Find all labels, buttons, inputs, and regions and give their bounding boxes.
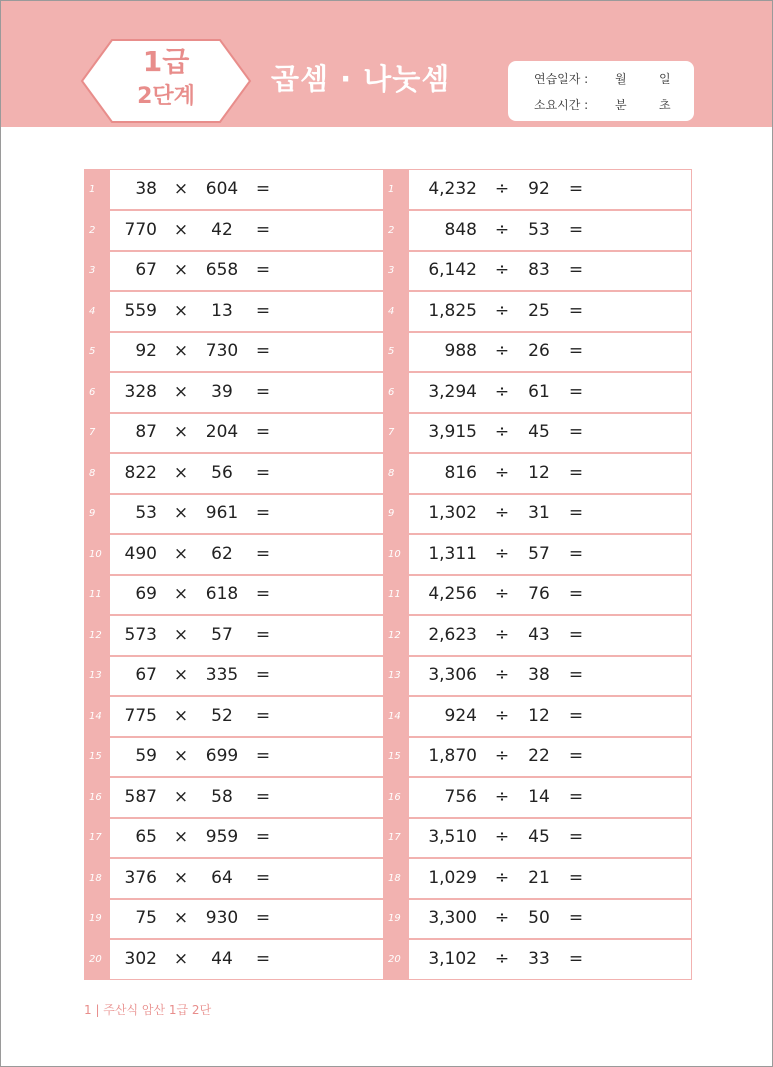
problem-row [85, 211, 691, 252]
problem-row [85, 818, 691, 859]
problem-row [85, 616, 691, 657]
problem-number: 13 [384, 656, 409, 695]
second-unit: 초 [659, 98, 671, 112]
multiplicand: 67 [135, 260, 157, 280]
times-operator: × [173, 867, 189, 888]
times-operator: × [173, 786, 189, 807]
divisor: 12 [528, 462, 550, 483]
problem-number: 11 [384, 575, 409, 614]
dividend: 3,294 [428, 381, 477, 402]
problem-number: 14 [85, 697, 110, 736]
level-main: 1급 [142, 45, 190, 78]
multiplier: 57 [211, 624, 233, 645]
divisor: 61 [528, 381, 550, 402]
multiplier: 64 [211, 867, 233, 888]
equals-sign: = [568, 705, 584, 726]
problem-number: 7 [85, 413, 110, 452]
problem-row [85, 899, 691, 940]
divide-operator: ÷ [494, 665, 510, 685]
dividend: 1,302 [428, 503, 477, 523]
dividend: 756 [444, 786, 477, 807]
month-unit: 월 [615, 72, 627, 86]
divide-operator: ÷ [494, 422, 510, 442]
problem-number: 11 [85, 575, 110, 614]
problem-row [85, 778, 691, 819]
equals-sign: = [568, 584, 584, 604]
elapsed-time-row [508, 92, 694, 114]
problem-row [85, 859, 691, 900]
equals-sign: = [255, 665, 271, 685]
problem-number: 12 [85, 616, 110, 655]
divisor: 45 [528, 422, 550, 442]
equals-sign: = [255, 543, 271, 564]
equals-sign: = [255, 746, 271, 766]
divide-operator: ÷ [494, 584, 510, 604]
page-footer: 1 | 주산식 암산 1급 2단 [84, 1003, 212, 1017]
practice-date-label: 연습일자 : [534, 72, 589, 86]
equals-sign: = [568, 746, 584, 766]
problem-row [85, 535, 691, 576]
times-operator: × [173, 665, 189, 685]
multiplier: 959 [205, 827, 239, 847]
equals-sign: = [255, 867, 271, 888]
equals-sign: = [255, 260, 271, 280]
problem-row [85, 494, 691, 535]
multiplier: 62 [211, 543, 233, 564]
problem-row [85, 170, 691, 211]
dividend: 4,256 [428, 584, 477, 604]
practice-date-row [508, 66, 694, 88]
multiplier: 730 [205, 341, 239, 361]
multiplicand: 67 [135, 665, 157, 685]
problem-number: 19 [85, 899, 110, 938]
problem-row [85, 737, 691, 778]
equals-sign: = [568, 462, 584, 483]
multiplicand: 65 [135, 827, 157, 847]
divide-operator: ÷ [494, 908, 510, 928]
problem-row [85, 292, 691, 333]
problem-row [85, 373, 691, 414]
dividend: 988 [444, 341, 477, 361]
equals-sign: = [255, 948, 271, 969]
equals-sign: = [568, 260, 584, 280]
dividend: 816 [444, 462, 477, 483]
equals-sign: = [255, 422, 271, 442]
problem-number: 3 [384, 251, 409, 290]
problem-number: 12 [384, 616, 409, 655]
multiplier: 44 [211, 948, 233, 969]
problem-number: 10 [384, 535, 409, 574]
problem-number: 18 [85, 859, 110, 898]
equals-sign: = [568, 422, 584, 442]
equals-sign: = [568, 503, 584, 523]
equals-sign: = [255, 341, 271, 361]
equals-sign: = [255, 179, 271, 199]
divisor: 38 [528, 665, 550, 685]
multiplier: 930 [205, 908, 239, 928]
problem-number: 9 [85, 494, 110, 533]
problem-number: 18 [384, 859, 409, 898]
dividend: 3,915 [428, 422, 477, 442]
problem-row [85, 697, 691, 738]
dividend: 6,142 [428, 260, 477, 280]
multiplicand: 490 [124, 543, 157, 564]
problem-number: 13 [85, 656, 110, 695]
problem-number: 2 [384, 211, 409, 250]
equals-sign: = [568, 543, 584, 564]
multiplicand: 770 [124, 219, 157, 240]
equals-sign: = [568, 341, 584, 361]
day-unit: 일 [659, 72, 671, 86]
problem-number: 15 [384, 737, 409, 776]
problem-number: 15 [85, 737, 110, 776]
divide-operator: ÷ [494, 624, 510, 645]
equals-sign: = [255, 300, 271, 321]
times-operator: × [173, 948, 189, 969]
level-sub: 2단계 [137, 84, 195, 109]
problem-number: 20 [384, 940, 409, 979]
multiplicand: 328 [124, 381, 157, 402]
dividend: 848 [444, 219, 477, 240]
dividend: 3,510 [428, 827, 477, 847]
problem-table [84, 169, 692, 980]
multiplier: 961 [205, 503, 239, 523]
problem-number: 4 [85, 292, 110, 331]
divisor: 76 [528, 584, 550, 604]
multiplicand: 573 [124, 624, 157, 645]
divisor: 25 [528, 300, 550, 321]
multiplier: 604 [205, 179, 239, 199]
equals-sign: = [255, 381, 271, 402]
divide-operator: ÷ [494, 462, 510, 483]
times-operator: × [173, 300, 189, 321]
divide-operator: ÷ [494, 179, 510, 199]
problem-row [85, 413, 691, 454]
problem-number: 19 [384, 899, 409, 938]
problem-number: 10 [85, 535, 110, 574]
equals-sign: = [568, 179, 584, 199]
multiplier: 39 [211, 381, 233, 402]
multiplicand: 302 [124, 948, 157, 969]
times-operator: × [173, 219, 189, 240]
divisor: 92 [528, 179, 550, 199]
multiplicand: 775 [124, 705, 157, 726]
divide-operator: ÷ [494, 746, 510, 766]
elapsed-time-label: 소요시간 : [534, 98, 589, 112]
level-badge [80, 38, 252, 124]
divisor: 21 [528, 867, 550, 888]
equals-sign: = [568, 867, 584, 888]
multiplier: 335 [205, 665, 239, 685]
problem-row [85, 575, 691, 616]
problem-number: 16 [85, 778, 110, 817]
times-operator: × [173, 624, 189, 645]
problem-number: 3 [85, 251, 110, 290]
times-operator: × [173, 584, 189, 604]
problem-row [85, 454, 691, 495]
times-operator: × [173, 543, 189, 564]
times-operator: × [173, 179, 189, 199]
multiplier: 658 [205, 260, 239, 280]
divide-operator: ÷ [494, 867, 510, 888]
multiplier: 204 [205, 422, 239, 442]
equals-sign: = [255, 462, 271, 483]
divide-operator: ÷ [494, 543, 510, 564]
divisor: 50 [528, 908, 550, 928]
problem-number: 8 [85, 454, 110, 493]
equals-sign: = [255, 786, 271, 807]
equals-sign: = [568, 381, 584, 402]
problem-number: 20 [85, 940, 110, 979]
divide-operator: ÷ [494, 260, 510, 280]
divide-operator: ÷ [494, 786, 510, 807]
multiplier: 52 [211, 705, 233, 726]
problem-number: 4 [384, 292, 409, 331]
multiplier: 618 [205, 584, 239, 604]
multiplicand: 38 [135, 179, 157, 199]
equals-sign: = [568, 948, 584, 969]
multiplicand: 587 [124, 786, 157, 807]
page-header [1, 1, 772, 127]
dividend: 1,870 [428, 746, 477, 766]
problem-number: 6 [384, 373, 409, 412]
equals-sign: = [568, 908, 584, 928]
equals-sign: = [255, 827, 271, 847]
minute-unit: 분 [615, 98, 627, 112]
divisor: 22 [528, 746, 550, 766]
multiplier: 58 [211, 786, 233, 807]
dividend: 1,825 [428, 300, 477, 321]
dividend: 924 [444, 705, 477, 726]
divide-operator: ÷ [494, 827, 510, 847]
equals-sign: = [255, 219, 271, 240]
problem-number: 14 [384, 697, 409, 736]
times-operator: × [173, 827, 189, 847]
divisor: 31 [528, 503, 550, 523]
dividend: 4,232 [428, 179, 477, 199]
multiplicand: 822 [124, 462, 157, 483]
equals-sign: = [255, 503, 271, 523]
equals-sign: = [255, 624, 271, 645]
practice-info-box [508, 61, 694, 121]
multiplier: 699 [205, 746, 239, 766]
equals-sign: = [255, 584, 271, 604]
times-operator: × [173, 381, 189, 402]
equals-sign: = [568, 827, 584, 847]
times-operator: × [173, 341, 189, 361]
times-operator: × [173, 503, 189, 523]
divisor: 45 [528, 827, 550, 847]
multiplier: 42 [211, 219, 233, 240]
divisor: 33 [528, 948, 550, 969]
problem-number: 7 [384, 413, 409, 452]
divisor: 57 [528, 543, 550, 564]
dividend: 1,029 [428, 867, 477, 888]
times-operator: × [173, 705, 189, 726]
divisor: 14 [528, 786, 550, 807]
multiplicand: 87 [135, 422, 157, 442]
divisor: 12 [528, 705, 550, 726]
divide-operator: ÷ [494, 503, 510, 523]
dividend: 3,300 [428, 908, 477, 928]
problem-number: 5 [384, 332, 409, 371]
problem-row [85, 656, 691, 697]
times-operator: × [173, 908, 189, 928]
multiplier: 13 [211, 300, 233, 321]
multiplicand: 559 [124, 300, 157, 321]
times-operator: × [173, 422, 189, 442]
multiplier: 56 [211, 462, 233, 483]
problem-number: 5 [85, 332, 110, 371]
equals-sign: = [568, 624, 584, 645]
problem-number: 6 [85, 373, 110, 412]
equals-sign: = [568, 219, 584, 240]
multiplicand: 59 [135, 746, 157, 766]
problem-number: 16 [384, 778, 409, 817]
equals-sign: = [255, 705, 271, 726]
dividend: 3,102 [428, 948, 477, 969]
problem-number: 9 [384, 494, 409, 533]
dividend: 1,311 [428, 543, 477, 564]
problem-number: 2 [85, 211, 110, 250]
multiplicand: 92 [135, 341, 157, 361]
problem-number: 1 [85, 170, 110, 209]
divide-operator: ÷ [494, 381, 510, 402]
multiplicand: 53 [135, 503, 157, 523]
times-operator: × [173, 462, 189, 483]
divide-operator: ÷ [494, 219, 510, 240]
divisor: 53 [528, 219, 550, 240]
problem-number: 8 [384, 454, 409, 493]
problem-number: 1 [384, 170, 409, 209]
divide-operator: ÷ [494, 300, 510, 321]
divide-operator: ÷ [494, 705, 510, 726]
divisor: 83 [528, 260, 550, 280]
divisor: 26 [528, 341, 550, 361]
divisor: 43 [528, 624, 550, 645]
page-title: 곱셈 · 나눗셈 [271, 62, 451, 96]
times-operator: × [173, 746, 189, 766]
equals-sign: = [568, 665, 584, 685]
multiplicand: 69 [135, 584, 157, 604]
equals-sign: = [568, 300, 584, 321]
multiplicand: 75 [135, 908, 157, 928]
divide-operator: ÷ [494, 341, 510, 361]
problem-row [85, 251, 691, 292]
problem-row [85, 940, 691, 979]
divide-operator: ÷ [494, 948, 510, 969]
equals-sign: = [568, 786, 584, 807]
dividend: 3,306 [428, 665, 477, 685]
problem-row [85, 332, 691, 373]
equals-sign: = [255, 908, 271, 928]
problem-number: 17 [85, 818, 110, 857]
problem-number: 17 [384, 818, 409, 857]
times-operator: × [173, 260, 189, 280]
dividend: 2,623 [428, 624, 477, 645]
multiplicand: 376 [124, 867, 157, 888]
